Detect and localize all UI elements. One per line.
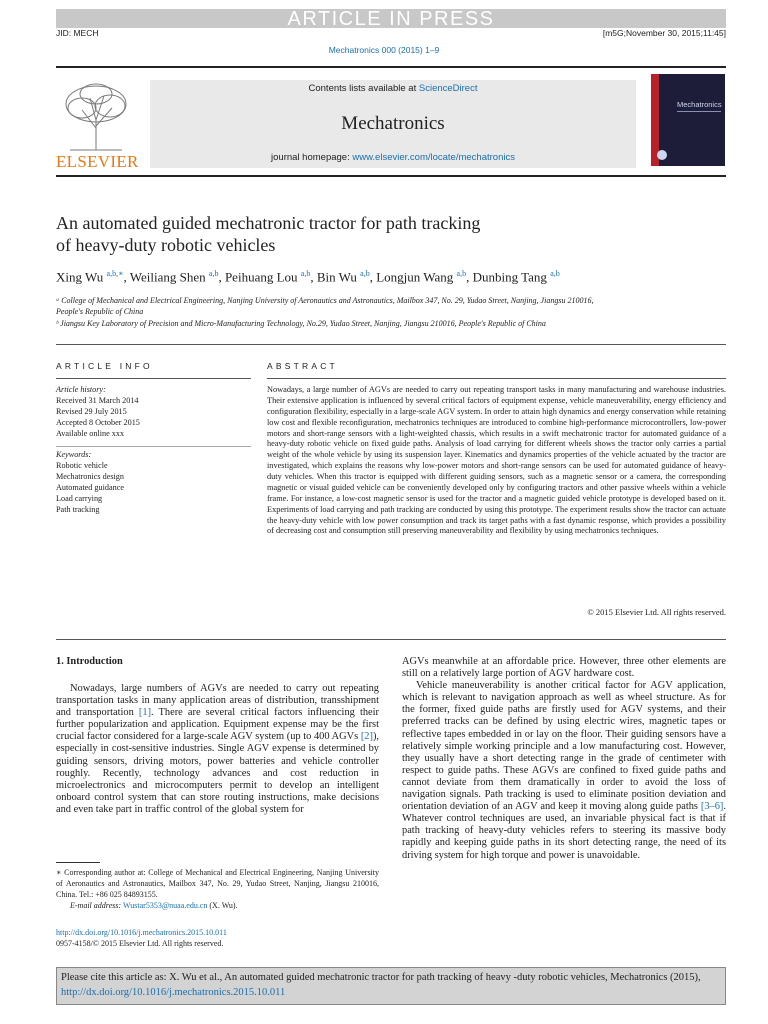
abstract-rule <box>267 378 726 379</box>
footnote-rule <box>56 862 100 863</box>
contents-line <box>150 83 636 94</box>
article-title <box>56 212 616 256</box>
author-list: Xing Wu $^{a,b,∗}$, Weiliang Shen $^{a,b}$, Peihuang Lou $^{a,b}$, Bin Wu $^{a,b}$, Longjun Wang $^{a,b}$, Dunbing Tang $^{a,b}$ <box>56 269 560 285</box>
author-sup[interactable]: a,b <box>360 269 370 278</box>
issn-line: 0957-4158/© 2015 Elsevier Ltd. All rights reserved. <box>56 939 224 948</box>
body-column-left <box>56 683 379 816</box>
body-column-right <box>402 656 726 862</box>
text-run: ), especially in cost-sensitive industries. Single AGV expense is determined by guiding sensors, driving motors, power batteries and vehicle controller roughly. Recently, technology advances and cost reduction in microelectronics and microcomputers permit to develop an intelligent onboard control system that can store routing instructions, make decisions and even take part in traffic control of the global system for <box>56 731 379 815</box>
text-run: Nowadays, large numbers of AGVs are needed to carry out repeating transportation tasks in many application areas of distribution, transshipment and transportation <box>56 683 379 719</box>
cite-prefix: Please cite this article as: X. Wu et al., An automated guided mechatronic tractor for path tracking of heavy -duty robotic vehicles, Mechatronics (2015), <box>61 972 701 983</box>
email-label: E-mail address: <box>70 901 124 910</box>
keywords-label: Keywords: <box>56 450 92 459</box>
reference-link[interactable]: [1] <box>138 707 152 719</box>
keyword-item: Mechatronics design <box>56 471 124 481</box>
paragraph: AGVs meanwhile at an affordable price. However, three other elements are still on a relatively large portion of AGV hardware cost. <box>402 656 726 680</box>
keyword-item: Load carrying <box>56 493 103 503</box>
email-link[interactable]: Wustar5353@nuaa.edu.cn <box>123 901 208 910</box>
homepage-link[interactable]: www.elsevier.com/locate/mechatronics <box>352 152 515 163</box>
affiliation-b: ᵇ Jiangsu Key Laboratory of Precision and Micro-Manufacturing Technology, No.29, Yudao Street, Nanjing, Jiangsu 210016, People's Republic of China <box>56 319 546 328</box>
history-item: Available online xxx <box>56 428 125 438</box>
author-sup[interactable]: a,b <box>456 269 467 278</box>
footnote-text: ∗ Corresponding author at: College of Mechanical and Electrical Engineering, Nanjing University of Aeronautics and Astronautics, Mailbox 347, No. 29, Yudao Street, Nanjing, Jiangsu 210016, China. Tel.: +86 025 84893155. <box>56 868 379 899</box>
journal-citation-link[interactable]: Mechatronics 000 (2015) 1–9 <box>328 45 440 55</box>
paragraph <box>56 683 379 816</box>
body-rule <box>56 639 726 640</box>
publisher-logo[interactable] <box>56 80 139 171</box>
author-name[interactable]: Xing Wu <box>56 269 104 285</box>
text-run: . There are several critical factors influencing their further popularization and application. Equipment expense may be the first crucial factor considered for a large-scale AGV system (up to 400 AGVs <box>56 707 379 743</box>
author-sup[interactable]: a,b <box>208 269 219 278</box>
author-sup[interactable]: a,b <box>300 269 311 278</box>
journal-cover[interactable] <box>651 74 725 166</box>
cite-doi-link[interactable]: http://dx.doi.org/10.1016/j.mechatronics.2015.10.011 <box>61 987 286 998</box>
article-info-rule <box>56 378 251 379</box>
elsevier-wordmark: ELSEVIER <box>56 152 139 171</box>
contents-prefix: Contents lists available at <box>308 83 419 94</box>
author-name[interactable]: Bin Wu <box>316 269 357 285</box>
header-rule <box>56 66 726 68</box>
reference-link[interactable]: [3–6] <box>700 801 724 813</box>
cover-logo-icon <box>657 150 667 160</box>
author-name[interactable]: Dunbing Tang <box>472 269 547 285</box>
homepage-line <box>150 152 636 163</box>
keyword-item: Path tracking <box>56 504 100 514</box>
masthead-rule <box>56 175 726 177</box>
keywords <box>56 450 124 515</box>
cover-title: Mechatronics <box>677 100 722 109</box>
text-run: Vehicle maneuverability is another critical factor for AGV application, which is relevant to navigation approach as well as wheel structure. As for the former, fixed guide paths are firstly used for AGV systems, and their preferred tracks can be defined by using electric wires, magnetic tapes or reflective tapes embedded in or lay on the floor. Their guiding sensors have a relatively simple working principle and a low manufacturing cost. However, they usually have a short detecting range in the grade of centimeter with respect to guide paths. These AGVs are confined to fixed guide paths and cannot deviate from them dramatically in order to avoid the loss of navigation signals. Path tracking is used to eliminate position deviation and orientation deviation of an AGV and keep it moving along guide paths <box>402 680 726 813</box>
title-line-1: An automated guided mechatronic tractor for path tracking <box>56 213 481 233</box>
doi-link[interactable]: http://dx.doi.org/10.1016/j.mechatronics.2015.10.011 <box>56 928 227 937</box>
article-info-heading: ARTICLE INFO <box>56 361 153 371</box>
author-name[interactable]: Weiliang Shen <box>129 269 206 285</box>
title-line-2: of heavy-duty robotic vehicles <box>56 235 276 255</box>
copyright-notice: © 2015 Elsevier Ltd. All rights reserved. <box>587 607 726 617</box>
journal-id: JID: MECH <box>56 28 99 38</box>
homepage-prefix: journal homepage: <box>271 152 353 163</box>
corresponding-author-footnote <box>56 867 379 911</box>
info-divider <box>56 446 251 447</box>
sciencedirect-link[interactable]: ScienceDirect <box>418 83 478 94</box>
history-item: Revised 29 July 2015 <box>56 406 127 416</box>
author-name[interactable]: Peihuang Lou <box>224 269 298 285</box>
tree-logo-icon <box>60 80 132 152</box>
paragraph <box>402 680 726 861</box>
author-name[interactable]: Longjun Wang <box>376 269 454 285</box>
version-stamp: [m5G;November 30, 2015;11:45] <box>602 28 726 38</box>
journal-name: Mechatronics <box>341 113 445 134</box>
introduction-heading: 1. Introduction <box>56 656 123 667</box>
cite-this-article-box <box>56 967 726 1005</box>
author-sup[interactable]: a,b,∗ <box>106 269 124 278</box>
author-sup[interactable]: a,b <box>550 269 560 278</box>
affiliation-a: ᵃ College of Mechanical and Electrical Engineering, Nanjing University of Aeronautics and Astronautics, Mailbox 347, No. 29, Yudao Street, Nanjing, Jiangsu 210016, People's Republic of China <box>56 296 594 316</box>
history-item: Accepted 8 October 2015 <box>56 417 140 427</box>
email-suffix: (X. Wu). <box>207 901 238 910</box>
reference-link[interactable]: [2] <box>360 731 373 743</box>
abstract-heading: ABSTRACT <box>267 361 338 371</box>
doi-block <box>56 927 227 949</box>
history-item: Received 31 March 2014 <box>56 395 139 405</box>
abstract-text: Nowadays, a large number of AGVs are needed to carry out repeating transport tasks in many manufacturing and warehouse industries. Their extensive application is influenced by several critical factors of equipment expense, vehicle maneuverability, energy efficiency and configuration flexibility, especially in a large-scale AGV system. In order to attain high dynamics and energy conservation while retaining low cost and flexible reconfiguration, mechatronics techniques are introduced to combine high-performance microcontrollers, low-power motors and short-range sensors with a light-weighted chassis, which results in a swift mechatronic tractor for automated guidance of a heavy-duty robotic vehicle on fixed guide paths. Analysis of load carrying for different wheels shows the tractor only carries a partial weight of the whole vehicle by using its suspension layer. Kinematics and dynamics properties of the vehicle actuated by the tractor are investigated, which explains the reasons why low-power motors and short-range sensors can be used for automated guidance of heavy-duty vehicles. When this tractor is equipped with different guiding sensors, such as a magnetic sensor or a camera, the corresponding magnetic or visual guided vehicle can be conveniently developed only by configuring tractors and other passive wheels within a vehicle frame. For instance, a low-cost magnetic sensor is used for the tractor and a magnetic guided vehicle prototype is developed based on it. Experiments of load carrying and path tracking are conducted by using this prototype. The experiment results show the tractor can actuate the heavy-duty vehicle with low power consumption and track its target paths with a fast dynamic response, which provides a possibility of decreasing cost and consumption still preserving maneuverability and flexibility by using mechatronics techniques. <box>267 385 726 536</box>
keyword-item: Automated guidance <box>56 482 124 492</box>
cover-rule <box>677 111 721 112</box>
article-in-press-banner: ARTICLE IN PRESS <box>56 9 726 28</box>
text-run: . Whatever control techniques are used, an invariable physical fact is that if path tracking of heavy-duty vehicles refers to steering its massive body rapidly and keeping guide paths in its short detecting range, the need of its driving system for high torque and power is unavoidable. <box>402 801 726 861</box>
section-rule <box>56 344 726 345</box>
keyword-item: Robotic vehicle <box>56 460 108 470</box>
article-history <box>56 385 140 440</box>
history-label: Article history: <box>56 385 106 394</box>
journal-header-box <box>150 80 636 168</box>
